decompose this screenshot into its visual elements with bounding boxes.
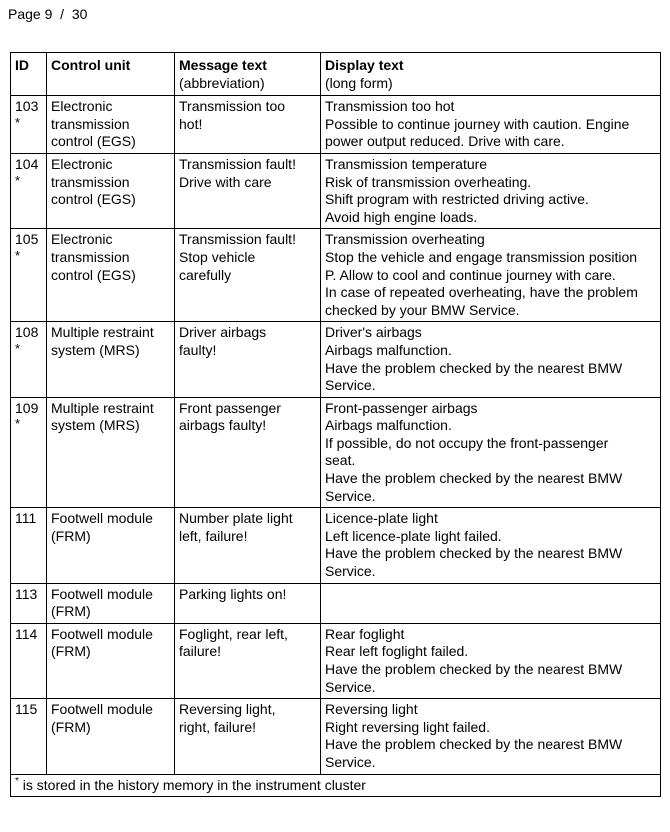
table-body	[11, 96, 661, 774]
column-header-message-text-title: Message text	[179, 57, 267, 73]
table-row	[11, 322, 661, 397]
message-text-line: Driver airbags	[179, 324, 267, 341]
control-unit-line: transmission	[51, 248, 130, 265]
display-text-line: Have the problem checked by the nearest BMW	[325, 545, 623, 562]
control-unit-line: (FRM)	[51, 527, 91, 544]
display-text-line: Stop the vehicle and engage transmission position	[325, 248, 638, 265]
row-id: 109	[15, 399, 39, 416]
row-id: 108	[15, 324, 39, 341]
control-unit-line: Electronic	[51, 155, 113, 172]
control-unit-line: (FRM)	[51, 603, 91, 620]
cell-display-text	[321, 699, 661, 774]
column-header-message-text	[175, 53, 321, 96]
history-marker: *	[15, 247, 21, 263]
display-text-line: Transmission temperature	[325, 155, 488, 172]
control-unit-line: Footwell module	[51, 701, 153, 718]
cell-control-unit	[47, 397, 175, 508]
control-unit-line: Electronic	[51, 231, 113, 248]
message-text-line: failure!	[179, 643, 222, 660]
display-text-line: Licence-plate light	[325, 510, 438, 527]
message-text-line: right, failure!	[179, 718, 257, 735]
cell-id	[11, 583, 47, 623]
cell-display-text	[321, 153, 661, 228]
display-text-line: Airbags malfunction.	[325, 341, 452, 358]
cell-control-unit	[47, 96, 175, 154]
page-label: Page	[8, 6, 41, 22]
cell-display-text	[321, 229, 661, 322]
control-unit-line: control (EGS)	[51, 133, 136, 150]
message-text-line: Front passenger	[179, 399, 281, 416]
column-header-control-unit-title: Control unit	[51, 57, 131, 73]
display-text-line: In case of repeated overheating, have the problem	[325, 284, 638, 301]
cell-id	[11, 699, 47, 774]
message-text-line: Number plate light	[179, 510, 293, 527]
column-header-message-text-sub: (abbreviation)	[179, 74, 265, 91]
row-id: 104	[15, 155, 39, 172]
cell-display-text	[321, 322, 661, 397]
table-row	[11, 508, 661, 583]
footnote-cell	[11, 774, 661, 796]
cell-control-unit	[47, 623, 175, 698]
display-text-line: Airbags malfunction.	[325, 417, 452, 434]
cell-id	[11, 229, 47, 322]
cell-message-text	[175, 397, 321, 508]
footnote-text: is stored in the history memory in the instrument cluster	[18, 776, 366, 793]
control-unit-line: Footwell module	[51, 585, 153, 602]
table-row	[11, 229, 661, 322]
history-marker: *	[15, 416, 21, 432]
display-text-line: checked by your BMW Service.	[325, 301, 520, 318]
table-header-row	[11, 53, 661, 96]
cell-control-unit	[47, 583, 175, 623]
cell-id	[11, 508, 47, 583]
message-text-line: left, failure!	[179, 527, 248, 544]
display-text-line: Service.	[325, 487, 376, 504]
display-text-line: Rear left foglight failed.	[325, 643, 469, 660]
display-text-line: Service.	[325, 377, 376, 394]
history-marker: *	[15, 114, 21, 130]
cell-control-unit	[47, 322, 175, 397]
control-unit-line: control (EGS)	[51, 266, 136, 283]
table-row	[11, 397, 661, 508]
display-text-line: Service.	[325, 753, 376, 770]
footnote-marker: *	[15, 775, 19, 787]
page-current: 9	[44, 6, 53, 22]
column-header-display-text	[321, 53, 661, 96]
table-row	[11, 623, 661, 698]
cell-message-text	[175, 96, 321, 154]
column-header-display-text-title: Display text	[325, 57, 404, 73]
message-text-line: Foglight, rear left,	[179, 625, 288, 642]
column-header-display-text-sub: (long form)	[325, 74, 393, 91]
control-unit-line: control (EGS)	[51, 191, 136, 208]
message-text-line: carefully	[179, 266, 232, 283]
column-header-control-unit	[47, 53, 175, 96]
message-text-line: Drive with care	[179, 173, 272, 190]
message-text-line: Transmission fault!	[179, 155, 296, 172]
cell-id	[11, 96, 47, 154]
display-text-line: power output reduced. Drive with care.	[325, 133, 565, 150]
display-text-line: Have the problem checked by the nearest BMW	[325, 736, 623, 753]
page-total: 30	[71, 6, 88, 22]
cell-control-unit	[47, 229, 175, 322]
cell-id	[11, 322, 47, 397]
cell-control-unit	[47, 153, 175, 228]
control-unit-line: Footwell module	[51, 625, 153, 642]
table-row	[11, 699, 661, 774]
cell-display-text	[321, 623, 661, 698]
display-text-line: seat.	[325, 452, 356, 469]
display-text-line: Have the problem checked by the nearest BMW	[325, 470, 623, 487]
display-text-line: Avoid high engine loads.	[325, 208, 478, 225]
column-header-id	[11, 53, 47, 96]
message-text-line: Transmission too	[179, 98, 286, 115]
row-id: 113	[15, 585, 38, 602]
display-text-line: If possible, do not occupy the front-passenger	[325, 434, 609, 451]
control-unit-line: system (MRS)	[51, 341, 140, 358]
cell-message-text	[175, 583, 321, 623]
page-indicator	[8, 6, 87, 23]
row-id: 103	[15, 98, 39, 115]
cell-display-text	[321, 583, 661, 623]
cell-id	[11, 153, 47, 228]
control-unit-line: (FRM)	[51, 718, 91, 735]
display-text-line: Right reversing light failed.	[325, 718, 490, 735]
table-row	[11, 96, 661, 154]
cell-message-text	[175, 699, 321, 774]
history-marker: *	[15, 172, 21, 188]
cell-display-text	[321, 508, 661, 583]
message-text-line: Reversing light,	[179, 701, 276, 718]
message-text-line: Parking lights on!	[179, 585, 287, 602]
footnote-row	[11, 774, 661, 796]
page-separator: /	[60, 6, 65, 22]
display-text-line: Reversing light	[325, 701, 418, 718]
cell-display-text	[321, 96, 661, 154]
display-text-line: Front-passenger airbags	[325, 399, 478, 416]
footnote	[15, 777, 656, 794]
display-text-line: Have the problem checked by the nearest BMW	[325, 661, 623, 677]
control-unit-line: transmission	[51, 173, 130, 190]
display-text-line: Transmission overheating	[325, 231, 485, 248]
cell-control-unit	[47, 508, 175, 583]
display-text-line: Transmission too hot	[325, 98, 455, 115]
row-id: 111	[15, 510, 37, 527]
cell-control-unit	[47, 699, 175, 774]
table-row	[11, 583, 661, 623]
display-text-line: Left licence-plate light failed.	[325, 527, 502, 544]
control-unit-line: Footwell module	[51, 510, 153, 527]
row-id: 114	[15, 625, 38, 642]
message-text-line: Stop vehicle	[179, 248, 256, 265]
message-text-line: faulty!	[179, 341, 217, 358]
cell-message-text	[175, 508, 321, 583]
cell-message-text	[175, 623, 321, 698]
error-message-table	[10, 52, 661, 797]
cell-display-text	[321, 397, 661, 508]
display-text-line: Service.	[325, 678, 376, 695]
cell-id	[11, 397, 47, 508]
control-unit-line: transmission	[51, 115, 130, 132]
display-text-line: Possible to continue journey with caution. Engine	[325, 115, 630, 132]
row-id: 115	[15, 701, 38, 718]
table-row	[11, 153, 661, 228]
message-text-line: airbags faulty!	[179, 417, 267, 434]
control-unit-line: Multiple restraint	[51, 399, 154, 416]
display-text-line: Rear foglight	[325, 625, 405, 642]
cell-id	[11, 623, 47, 698]
display-text-line: P. Allow to cool and continue journey with care.	[325, 266, 616, 283]
control-unit-line: Multiple restraint	[51, 324, 154, 341]
message-text-line: hot!	[179, 115, 203, 132]
cell-message-text	[175, 322, 321, 397]
row-id: 105	[15, 231, 39, 248]
display-text-line: Shift program with restricted driving active.	[325, 191, 589, 208]
control-unit-line: Electronic	[51, 98, 113, 115]
display-text-line: Have the problem checked by the nearest BMW	[325, 359, 623, 376]
control-unit-line: (FRM)	[51, 643, 91, 660]
cell-message-text	[175, 153, 321, 228]
history-marker: *	[15, 340, 21, 356]
display-text-line: Driver's airbags	[325, 324, 422, 341]
column-header-id-title: ID	[15, 57, 29, 73]
display-text-line: Risk of transmission overheating.	[325, 173, 532, 190]
display-text-line: Service.	[325, 563, 376, 580]
control-unit-line: system (MRS)	[51, 417, 140, 434]
cell-message-text	[175, 229, 321, 322]
message-text-line: Transmission fault!	[179, 231, 296, 248]
